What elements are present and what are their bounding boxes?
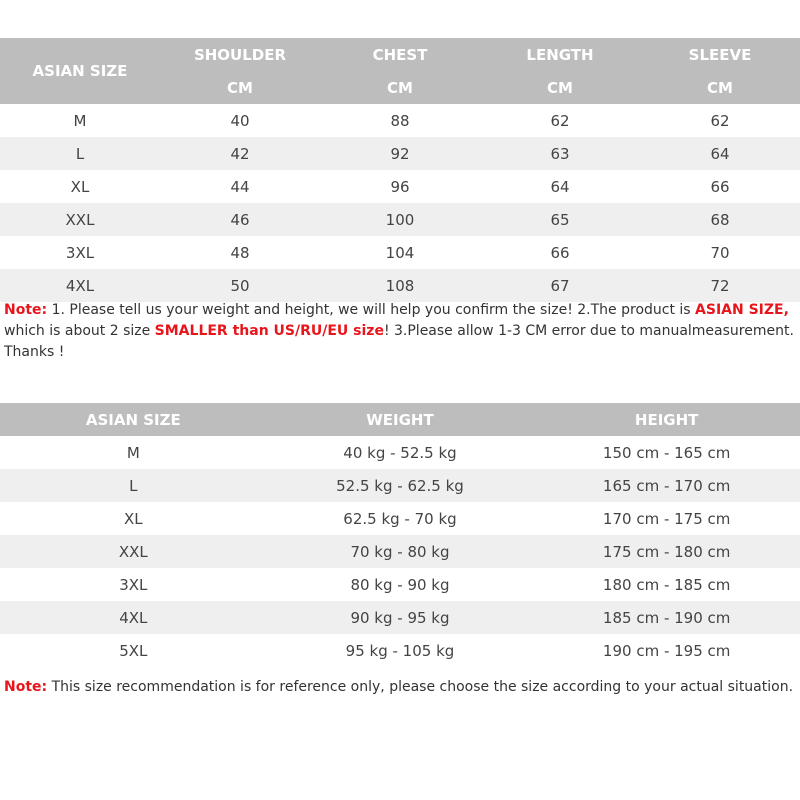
header-shoulder: SHOULDER (160, 38, 320, 71)
table-cell: 70 (710, 243, 730, 262)
table-cell: 50 (160, 269, 320, 302)
table-cell: 100 (320, 203, 480, 236)
header-unit: CM (320, 71, 480, 104)
table-cell: 96 (390, 177, 410, 196)
table-cell: 68 (640, 203, 800, 236)
table-row (0, 469, 800, 502)
header-unit: CM (640, 71, 800, 104)
table-cell: 108 (320, 269, 480, 302)
table-cell: M (126, 443, 140, 462)
note-label: Note: (4, 679, 48, 695)
table-cell: 70 kg - 80 kg (267, 535, 534, 568)
table-cell: 104 (385, 243, 415, 262)
table-cell: 95 kg - 105 kg (345, 641, 455, 660)
header-length: LENGTH (480, 38, 640, 71)
table-cell: 190 cm - 195 cm (602, 641, 731, 660)
measurement-table (0, 38, 800, 302)
table-cell: L (0, 137, 160, 170)
header-chest: CHEST (320, 38, 480, 71)
table-cell: XXL (0, 203, 160, 236)
table-cell: 66 (550, 243, 570, 262)
table-row (0, 137, 800, 170)
table-cell: M (73, 111, 87, 130)
table-cell: 40 kg - 52.5 kg (343, 443, 457, 462)
note-highlight: SMALLER than US/RU/EU size (154, 323, 384, 339)
table-cell: XL (70, 177, 90, 196)
table-cell: 92 (320, 137, 480, 170)
table-cell: 150 cm - 165 cm (602, 443, 731, 462)
table-cell: XXL (0, 535, 267, 568)
table-cell: 175 cm - 180 cm (533, 535, 800, 568)
table-cell: 170 cm - 175 cm (602, 509, 731, 528)
table-cell: 4XL (0, 601, 267, 634)
table-cell: 62.5 kg - 70 kg (343, 509, 457, 528)
reference-note (4, 677, 798, 698)
table-row (0, 203, 800, 236)
size-note (4, 300, 798, 363)
table-row (0, 170, 800, 203)
table-row (0, 236, 800, 269)
header-height: HEIGHT (533, 403, 800, 436)
table-cell: 72 (640, 269, 800, 302)
table-cell: 40 (230, 111, 250, 130)
table-row (0, 502, 800, 535)
table-cell: 64 (550, 177, 570, 196)
table-cell: 44 (230, 177, 250, 196)
weight-height-table (0, 403, 800, 667)
header-weight: WEIGHT (267, 403, 534, 436)
table-cell: 64 (640, 137, 800, 170)
table-cell: 66 (710, 177, 730, 196)
note-highlight: ASIAN SIZE, (695, 302, 789, 318)
note-text: ! 3.Please allow 1-3 CM error due to manualmeasurement. Thanks ! (4, 323, 794, 360)
table-row (0, 568, 800, 601)
table-cell: 80 kg - 90 kg (350, 575, 450, 594)
table-cell: 5XL (119, 641, 148, 660)
table-cell: 165 cm - 170 cm (533, 469, 800, 502)
note-text: which is about 2 size (4, 323, 155, 339)
table-cell: 62 (550, 111, 570, 130)
table-cell: 90 kg - 95 kg (267, 601, 534, 634)
table-cell: 48 (230, 243, 250, 262)
table-cell: 180 cm - 185 cm (602, 575, 731, 594)
table-row (0, 104, 800, 137)
table-cell: 3XL (65, 243, 95, 262)
table-row (0, 269, 800, 302)
table-cell: 46 (160, 203, 320, 236)
table-cell: L (0, 469, 267, 502)
table-cell: 62 (710, 111, 730, 130)
table-cell: 67 (480, 269, 640, 302)
header-asian-size: ASIAN SIZE (0, 38, 160, 104)
header-unit: CM (480, 71, 640, 104)
note-text: 1. Please tell us your weight and height, we will help you confirm the size! 2.The product is (47, 302, 696, 318)
table-cell: 88 (390, 111, 410, 130)
table-cell: 65 (480, 203, 640, 236)
table-row (0, 436, 800, 469)
note-text: This size recommendation is for reference only, please choose the size according to your actual situation. (47, 679, 794, 695)
table-cell: XL (124, 509, 143, 528)
table-row (0, 634, 800, 667)
table-row (0, 535, 800, 568)
header-asian-size: ASIAN SIZE (0, 403, 267, 436)
table-cell: 4XL (0, 269, 160, 302)
header-unit: CM (160, 71, 320, 104)
table-cell: 42 (160, 137, 320, 170)
table-cell: 185 cm - 190 cm (533, 601, 800, 634)
header-sleeve: SLEEVE (640, 38, 800, 71)
table-row (0, 601, 800, 634)
table-cell: 52.5 kg - 62.5 kg (267, 469, 534, 502)
table-cell: 63 (480, 137, 640, 170)
note-label: Note: (4, 302, 48, 318)
table-cell: 3XL (119, 575, 148, 594)
